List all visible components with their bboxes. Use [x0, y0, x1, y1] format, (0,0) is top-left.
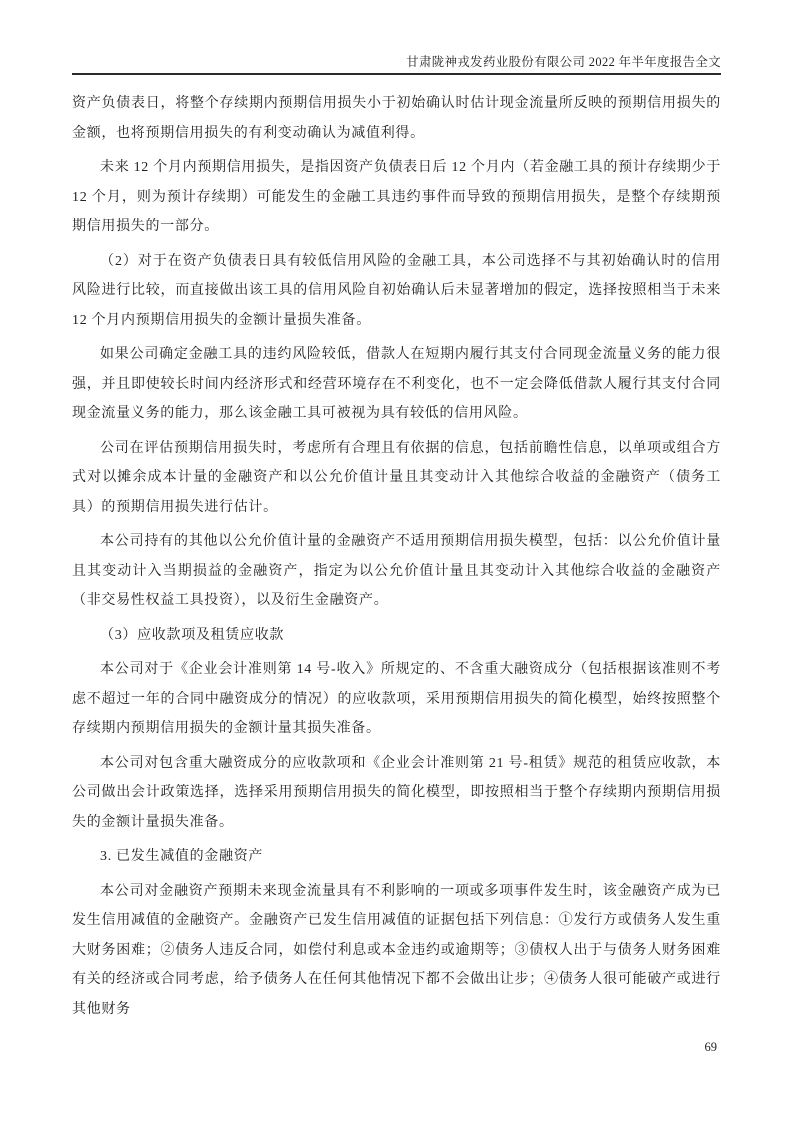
paragraph-low-default-risk: 如果公司确定金融工具的违约风险较低，借款人在短期内履行其支付合同现金流量义务的能力很强，并且即使较长时间内经济形式和经营环境存在不利变化，也不一定会降低借款人履行其支付合同现金流量义务的能力，那么该金融工具可被视为具有较低的信用风险。 [72, 347, 721, 421]
paragraph-ecl-model-exclusions: 本公司持有的其他以公允价值计量的金融资产不适用预期信用损失模型，包括：以公允价值计量且其变动计入当期损益的金融资产，指定为以公允价值计量且其变动计入其他综合收益的金融资产（非交易性权益工具投资），以及衍生金融资产。 [72, 534, 721, 608]
paragraph-low-credit-risk-instruments: （2）对于在资产负债表日具有较低信用风险的金融工具，本公司选择不与其初始确认时的信用风险进行比较，而直接做出该工具的信用风险自初始确认后未显著增加的假定，选择按照相当于未来 12 个月内预期信用损失的金额计量损失准备。 [72, 253, 721, 328]
page-header [72, 0, 721, 75]
paragraph-continuation-ecl-balance-sheet-date: 资产负债表日，将整个存续期内预期信用损失小于初始确认时估计现金流量所反映的预期信用损失的金额，也将预期信用损失的有利变动确认为减值利得。 [72, 96, 721, 141]
section-heading-receivables: （3）应收款项及租赁应收款 [100, 627, 285, 643]
document-body [72, 89, 721, 1029]
section-heading-impaired-financial-assets: 3. 已发生减值的金融资产 [100, 849, 264, 864]
page-number: 69 [704, 1040, 717, 1054]
header-divider [72, 73, 721, 75]
report-title: 甘肃陇神戎发药业股份有限公司 2022 年半年度报告全文 [406, 55, 721, 69]
paragraph-lease-receivables-policy: 本公司对包含重大融资成分的应收款项和《企业会计准则第 21 号-租赁》规范的租赁应收款，本公司做出会计政策选择，选择采用预期信用损失的简化模型，即按照相当于整个存续期内预期信用损失的金额计量损失准备。 [72, 755, 721, 830]
paragraph-12-month-ecl-definition: 未来 12 个月内预期信用损失，是指因资产负债表日后 12 个月内（若金融工具的预计存续期少于 12 个月，则为预计存续期）可能发生的金融工具违约事件而导致的预期信用损失，是整个存续期预期信用损失的一部分。 [72, 160, 721, 234]
paragraph-credit-impairment-evidence: 本公司对金融资产预期未来现金流量具有不利影响的一项或多项事件发生时，该金融资产成为已发生信用减值的金融资产。金融资产已发生信用减值的证据包括下列信息：①发行方或债务人发生重大财务困难；②债务人违反合同，如偿付利息或本金违约或逾期等；③债权人出于与债务人财务困难有关的经济或合同考虑，给予债务人在任何其他情况下都不会做出让步；④债务人很可能破产或进行其他财务 [72, 883, 721, 1017]
paragraph-receivables-simplified-model: 本公司对于《企业会计准则第 14 号-收入》所规定的、不含重大融资成分（包括根据该准则不考虑不超过一年的合同中融资成分的情况）的应收款项，采用预期信用损失的简化模型，始终按照整个存续期内预期信用损失的金额计量其损失准备。 [72, 662, 721, 736]
page-footer [72, 1040, 717, 1055]
paragraph-ecl-assessment-information: 公司在评估预期信用损失时，考虑所有合理且有依据的信息，包括前瞻性信息，以单项或组合方式对以摊余成本计量的金融资产和以公允价值计量且其变动计入其他综合收益的金融资产（债务工具）的预期信用损失进行估计。 [72, 440, 721, 515]
